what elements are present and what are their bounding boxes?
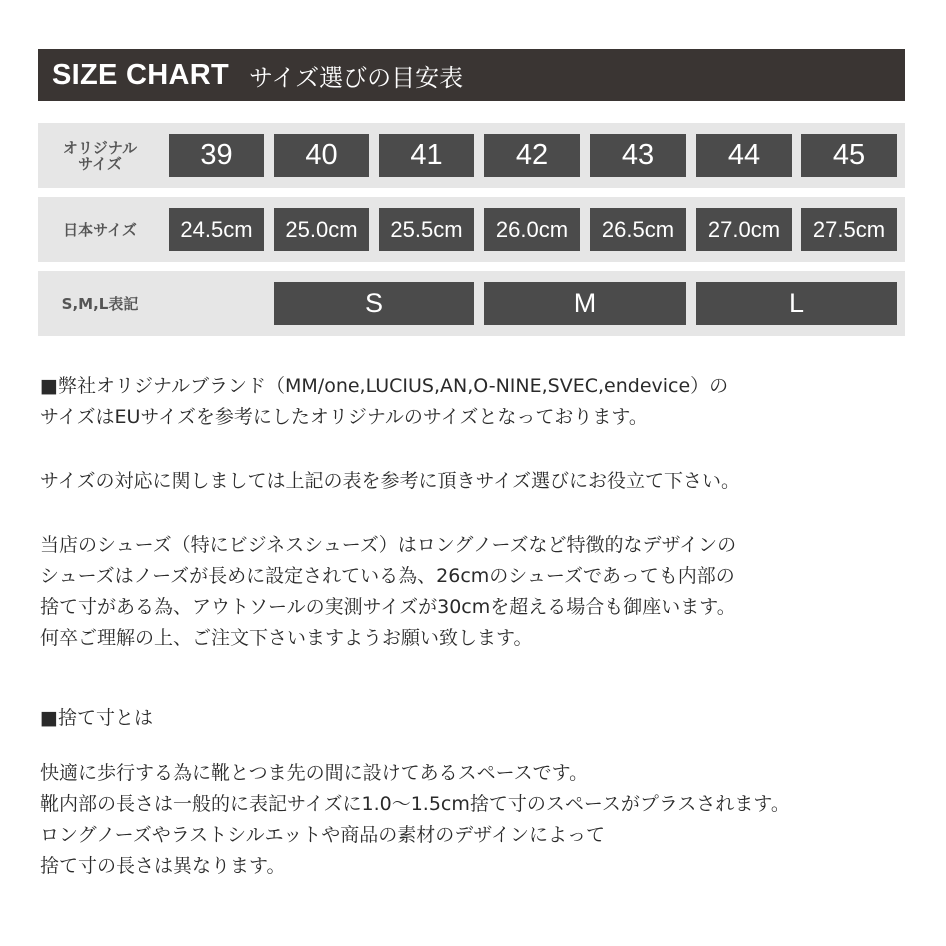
size-cell: 41 <box>379 134 474 177</box>
size-cell: 40 <box>274 134 369 177</box>
size-cell: 26.5cm <box>590 208 686 251</box>
size-cell: 24.5cm <box>169 208 264 251</box>
text-line: シューズはノーズが長めに設定されている為、26cmのシューズであっても内部の <box>40 565 735 587</box>
size-cell: 43 <box>590 134 686 177</box>
size-cell: 27.5cm <box>801 208 897 251</box>
long-nose-note <box>40 530 920 654</box>
size-cell: 42 <box>484 134 580 177</box>
sml-row <box>38 271 905 336</box>
header-title-en: SIZE CHART <box>52 58 229 91</box>
text-line: 当店のシューズ（特にビジネスシューズ）はロングノーズなど特徴的なデザインの <box>40 534 737 556</box>
text-line: ロングノーズやラストシルエットや商品の素材のデザインによって <box>40 824 605 846</box>
text-line: ■弊社オリジナルブランド（MM/one,LUCIUS,AN,O-NINE,SVEC,endevice）の <box>40 375 729 397</box>
sml-cell-s: S <box>274 282 474 325</box>
text-line: 捨て寸の長さは異なります。 <box>40 855 286 877</box>
brand-note <box>40 371 920 433</box>
size-chart-header <box>38 49 905 101</box>
text-line: ■捨て寸とは <box>40 707 153 729</box>
text-line: 捨て寸がある為、アウトソールの実測サイズが30cmを超える場合も御座います。 <box>40 596 736 618</box>
size-guide-note <box>40 466 920 497</box>
sml-cell-l: L <box>696 282 897 325</box>
sutesun-description <box>40 758 920 882</box>
original-size-label-line-1: オリジナル <box>62 138 138 157</box>
japan-size-row <box>38 197 905 262</box>
size-cell: 27.0cm <box>696 208 792 251</box>
text-line: 快適に歩行する為に靴とつま先の間に設けてあるスペースです。 <box>40 762 589 784</box>
original-size-label-line-2: サイズ <box>78 154 122 173</box>
header-title-ja: サイズ選びの目安表 <box>249 63 464 92</box>
original-size-row <box>38 123 905 188</box>
sutesun-heading <box>40 703 920 734</box>
size-cell: 45 <box>801 134 897 177</box>
text-line: 何卒ご理解の上、ご注文下さいますようお願い致します。 <box>40 627 533 649</box>
text-line: サイズの対応に関しましては上記の表を参考に頂きサイズ選びにお役立て下さい。 <box>40 470 740 492</box>
japan-size-label: 日本サイズ <box>63 220 137 239</box>
size-cell: 25.5cm <box>379 208 474 251</box>
sml-cell-m: M <box>484 282 686 325</box>
size-cell: 44 <box>696 134 792 177</box>
size-cell: 26.0cm <box>484 208 580 251</box>
sml-label: S,M,L表記 <box>61 294 139 313</box>
text-line: 靴内部の長さは一般的に表記サイズに1.0〜1.5cm捨て寸のスペースがプラスされます。 <box>40 793 790 815</box>
size-cell: 39 <box>169 134 264 177</box>
size-cell: 25.0cm <box>274 208 369 251</box>
text-line: サイズはEUサイズを参考にしたオリジナルのサイズとなっております。 <box>40 406 648 428</box>
original-size-label <box>38 123 162 188</box>
